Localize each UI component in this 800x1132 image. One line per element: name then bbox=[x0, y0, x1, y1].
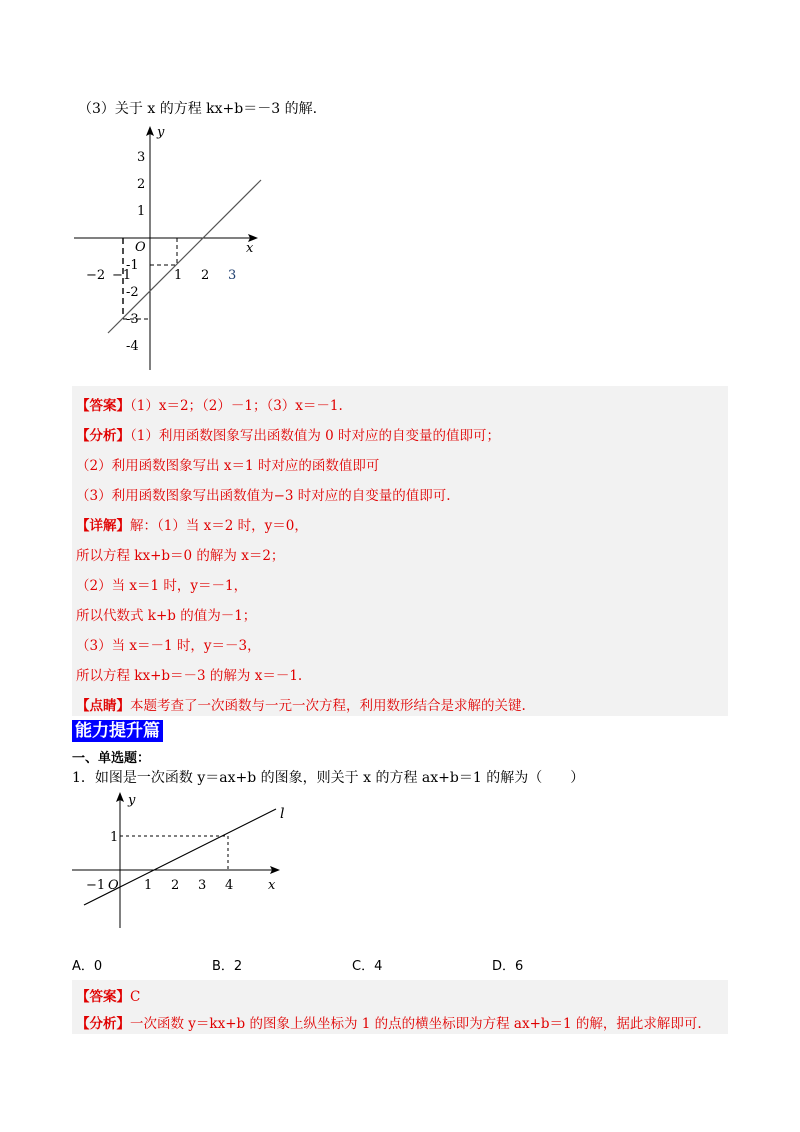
x-tick-neg1: −1 bbox=[86, 878, 106, 893]
x-tick-1: 1 bbox=[144, 878, 153, 893]
origin-label: O bbox=[108, 878, 119, 893]
x-tick-2: 2 bbox=[171, 878, 180, 893]
detail-line-5: （3）当 x＝－1 时，y＝－3， bbox=[76, 638, 261, 654]
option-a[interactable]: A．0 bbox=[72, 959, 103, 974]
x-tick-4: 4 bbox=[225, 878, 234, 893]
y-tick-1: 1 bbox=[110, 830, 119, 845]
detail-text: 解：（1）当 x＝2 时，y＝0， bbox=[130, 518, 308, 534]
x-tick-3: 3 bbox=[228, 268, 237, 283]
solution-block-1 bbox=[72, 386, 728, 716]
analysis-text: 一次函数 y＝kx+b 的图象上纵坐标为 1 的点的横坐标即为方程 ax+b＝1 的解，据此求解即可. bbox=[130, 1016, 702, 1032]
graph-linear-function-1 bbox=[68, 120, 268, 370]
y-tick-neg3: -3 bbox=[126, 312, 139, 327]
y-tick-neg2: -2 bbox=[126, 285, 139, 300]
section-heading: 能力提升篇 bbox=[72, 720, 163, 742]
detail-line-3: （2）当 x＝1 时，y＝－1， bbox=[76, 578, 248, 594]
analysis-tag: 【分析】 bbox=[76, 1016, 130, 1032]
y-tick-neg4: -4 bbox=[126, 339, 139, 354]
detail-line-6: 所以方程 kx+b＝－3 的解为 x＝－1. bbox=[76, 668, 303, 684]
detail-line-2: 所以方程 kx+b＝0 的解为 x＝2； bbox=[76, 548, 285, 564]
comment-tag: 【点睛】 bbox=[76, 698, 130, 714]
y-axis-label: y bbox=[157, 125, 165, 140]
analysis-line-2: （2）利用函数图象写出 x＝1 时对应的函数值即可 bbox=[76, 458, 380, 474]
option-c[interactable]: C．4 bbox=[352, 959, 383, 974]
x-axis-label: x bbox=[246, 241, 254, 256]
detail-line-4: 所以代数式 k+b 的值为－1； bbox=[76, 608, 257, 624]
answer-text: C bbox=[130, 989, 141, 1005]
section-subheading: 一、单选题： bbox=[72, 751, 151, 766]
analysis-tag: 【分析】 bbox=[76, 428, 130, 444]
analysis-line-3: （3）利用函数图象写出函数值为−3 时对应的自变量的值即可. bbox=[76, 488, 451, 504]
detail-tag: 【详解】 bbox=[76, 518, 130, 534]
function-line bbox=[84, 809, 276, 905]
question-1-text: 1．如图是一次函数 y＝ax+b 的图象，则关于 x 的方程 ax+b＝1 的解为（ ） bbox=[72, 770, 585, 786]
option-d[interactable]: D．6 bbox=[492, 959, 524, 974]
question-3-text: （3）关于 x 的方程 kx+b＝－3 的解. bbox=[78, 101, 318, 117]
comment-text: 本题考查了一次函数与一元一次方程，利用数形结合是求解的关键. bbox=[130, 698, 526, 714]
x-tick-2: 2 bbox=[201, 268, 210, 283]
analysis-text: （1）利用函数图象写出函数值为 0 时对应的自变量的值即可； bbox=[130, 428, 501, 444]
answer-tag: 【答案】 bbox=[76, 398, 130, 414]
y-tick-3: 3 bbox=[137, 150, 146, 165]
y-axis-label: y bbox=[128, 793, 136, 808]
x-tick-3: 3 bbox=[198, 878, 207, 893]
x-tick-1: 1 bbox=[174, 268, 183, 283]
x-tick-neg2: −2 bbox=[86, 268, 106, 283]
answer-text: （1）x＝2；（2）－1；（3）x＝－1. bbox=[130, 398, 343, 414]
origin-label: O bbox=[135, 240, 146, 255]
option-b[interactable]: B．2 bbox=[212, 959, 243, 974]
y-tick-1: 1 bbox=[137, 204, 146, 219]
graph-linear-function-2 bbox=[68, 790, 298, 930]
y-tick-neg1: -1 bbox=[126, 258, 139, 273]
answer-tag: 【答案】 bbox=[76, 989, 130, 1005]
y-tick-2: 2 bbox=[137, 177, 146, 192]
solution-block-2 bbox=[72, 980, 728, 1034]
x-tick-neg1: −1 bbox=[112, 268, 132, 283]
line-label: l bbox=[280, 806, 285, 822]
function-line bbox=[108, 180, 261, 333]
x-axis-label: x bbox=[268, 878, 276, 893]
